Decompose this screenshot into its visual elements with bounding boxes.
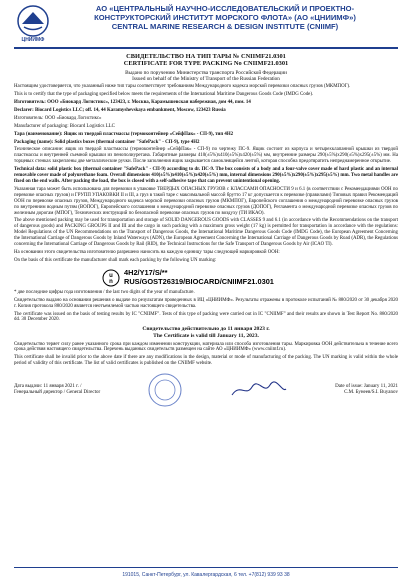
signature-icon: [230, 381, 288, 399]
header-divider: [14, 47, 398, 49]
position: Генеральный директор / General Director: [14, 390, 101, 396]
logo-text: ЦНИИМФ: [21, 37, 45, 42]
issued-ru: Свидетельство выдано на основании решения о выдаче по результатам проведенных в ИЦ «ЦНИИМФ». Результаты отражены в протоколе испытаний № 880/2020 от 30 декабря 2020 г. Копия протокола 880/2020 является неотъемлемой частью настоящего свидетельства.: [14, 297, 398, 309]
un-marking: [98, 268, 398, 288]
validity-en: The Certificate is valid till January 11, 2023.: [153, 332, 259, 339]
svg-text:u: u: [109, 272, 113, 279]
date-of-issue: Дата выдачи: 11 января 2021 г. /: [14, 384, 82, 390]
title-en: CERTIFICATE FOR TYPE PACKING No CNIIMF21.0301: [123, 60, 289, 68]
technical-description-ru: Техническое описание: ящик из твердой пластмассы (термоконтейнер «СейфПак» - CП-9) по чертежу ПС-9. Ящик состоит из корпуса и четырехклапанной крышки из твердой пластмассы и внутренней съемной крышки из пенополиуретана. Габаритные размеры 410(±5%)х410(±5%)х420(±5%) мм, внутренние размеры 290(±5%)х290(±5%)х295(±5%) мм. На торцевых стенках закреплены две металлические ручки. После заполнения ящик закрывается самоклеящейся лентой, которая способна предотвратить непреднамеренное открытие.: [14, 147, 398, 165]
intro-ru: Настоящим удостоверяется, что указанный ниже тип тары соответствует требованиям Международного кодекса морской перевозки опасных грузов (МКМПОГ).: [14, 84, 351, 90]
footer-address: 191015, Санкт-Петербург, ул. Кавалергардская, 6 тел. +7(812) 939 93 38: [122, 572, 290, 578]
org-line-3: CENTRAL MARINE RESEARCH & DESIGN INSTITUTE (CNIIMF): [111, 22, 339, 31]
issued-en: The certificate was issued on the basis of testing results by IC "CNIIMF". Tests of this type of packing were carried out in IC "CNIIMF" and their results are shown in Test Report No. 880/2020 dd. 30 December 2020.: [14, 311, 398, 323]
manufacturer2-ru: Изготовитель: ООО «Биокард Логистикс»: [14, 115, 102, 121]
packing-ru: Тара (наименование): Ящик из твердой пластмассы (термоконтейнер «СейфПак» - CП-9), тип 4Н2: [14, 131, 234, 137]
un-packaging-symbol-icon: [102, 269, 120, 287]
signature-row: [14, 372, 398, 408]
date-of-issue-en: Date of issue: January 11, 2021: [335, 384, 398, 390]
un-marking-line-2: RUS/GOST26319/BIOCARD/CNIIMF21.0301: [124, 276, 274, 286]
certificate-title: [14, 53, 398, 68]
cniimf-logo-icon: [14, 4, 52, 42]
note-ru: Свидетельство теряет силу ранее указанного срока при каждом изменении конструкции, материала или способа изготовления тары. Маркировка ООН действительна в течение всего срока действия настоящего свидетельства. Перечень выданных свидетельств размещен на сайте АО «ЦНИИМФ» (www.cniimf.ru).: [14, 341, 398, 353]
subtitle-en: Issued on behalf of the Ministry of Transport of the Russian Federation: [132, 76, 280, 83]
official-stamp-icon: [147, 372, 183, 408]
subtitle-ru: Выдано по поручению Министерства транспорта Российской Федерации: [125, 69, 287, 76]
org-line-2: КОНСТРУКТОРСКИЙ ИНСТИТУТ МОРСКОГО ФЛОТА» (АО «ЦНИИМФ»): [94, 13, 356, 22]
org-line-1: АО «ЦЕНТРАЛЬНЫЙ НАУЧНО-ИССЛЕДОВАТЕЛЬСКИЙ И ПРОЕКТНО-: [95, 4, 355, 13]
technical-description-en: Technical data: solid plastic box (thermal container "SafePack" - CП-9) according to dr. ПС-9. The box consists of a body and a four-valve cover made of hard plastic and an internal removable cover made of polyurethane foam. Overall dimensions 410(±5%)х410(±5%)х420(±5%) mm, internal dimensions 290(±5%)х290(±5%)х295(±5%) mm. Two metal handles are fixed on the end walls. After packing the load, the box is closed with a self-adhesive tape that can prevent unintentional opening.: [14, 167, 398, 184]
manufacturer-ru: Изготовитель: ООО «Биокард Логистикс», 123423, г. Москва, Карамышевская набережная, дом 44, пом. 14: [14, 100, 251, 106]
note-en: This certificate shall be invalid prior to the above date if there are any modifications in the design, material or mode of manufacturing of the packing. The UN marking is valid within the whole period of validity of this certificate. The list of valid certificates is published on the CNIIMF website.: [14, 355, 398, 367]
intro-en: This is to certify that the type of packaging specified below meets the requirements of the International Maritime Dangerous Goods Code (IMDG Code).: [14, 92, 314, 98]
validity: [14, 326, 398, 339]
marking-ru: На основании этого свидетельства изготовителю разрешено наносить на каждую единицу тары следующей маркировкой ООН:: [14, 249, 280, 255]
un-marking-line-1: 4H2/Y17/S/**: [124, 267, 168, 277]
header: [14, 4, 398, 44]
marking-en: On the basis of this certificate the manufacturer shall mark each packing by the following UN marking:: [14, 257, 217, 263]
usage-en: The above mentioned packing may be used for transportation and storage of SOLID DANGEROUS GOODS with CLASSES 9 and 6.1 (in accordance with the Recommendations on the transport of dangerous goods) and PACKING GROUPS II and III and the cargo in such packing with a maximum gross weight (17 kg) is permitted for transportation in accordance with the regulations: Model Regulations of the UN Recommendations on the Transport of Dangerous Goods, the International Maritime Dangerous Goods Code (IMDG Code), the European Agreement Concerning the International Carriage of Dangerous Goods by Inland Waterways (ADN), the European Agreement Concerning the International Carriage of Dangerous Goods by Road (ADR), the Regulations concerning the International Carriage of Dangerous Goods by Rail (RID), the Technical Instructions for the Safe Transport of Dangerous Goods by Air (ICAO TI).: [14, 218, 398, 248]
usage-ru: Указанная тара может быть использована для перевозки в упаковке ТВЕРДЫХ ОПАСНЫХ ГРУЗОВ с КЛАССАМИ ОПАСНОСТИ 9 и 6.1 (в соответствии с Рекомендациями ООН по перевозке опасных грузов) и ГРУПП УПАКОВКИ II и III, а груз в такой таре с максимальной массой брутто 17 кг допускается к перевозке (правилами) Типовых правил Рекомендаций ООН по перевозке опасных грузов, Международного кодекса морской перевозки опасных грузов (МКМПОГ), Европейского соглашения о международной перевозке опасных грузов по внутренним водным путям (ВОПОГ), Европейского соглашения о международной перевозке опасных грузов (ДОПОГ), Регламента о международной перевозке опасных грузов по железным дорогам (МПОГ), Технических инструкций по безопасной перевозке опасных грузов по воздуху (ТИ ИКАО).: [14, 186, 398, 216]
packing-en: Packaging (name): Solid plastics boxes (thermal container "SafePack" - CП-9), type 4H2: [14, 139, 200, 145]
manufacturer2-en: Manufacturer of packaging: Biocard Logistics LLC: [14, 123, 115, 129]
signatory-name: С.М. Бунеев/S.I. Buyanov: [344, 390, 398, 396]
organization-name: [52, 4, 398, 31]
validity-ru: Свидетельство действительно до 11 января 2023 г.: [142, 326, 270, 333]
footnote: * две последние цифры года изготовления / the last two digits of the year of manufacture.: [14, 289, 195, 295]
manufacturer-en: Declarer: Biocard Logistics LLC; off. 14, 44 Karamyshevskaya embankment, Moscow, 123423 Russia: [14, 107, 226, 113]
footer-divider: [14, 567, 398, 568]
certificate-subtitle: [14, 70, 398, 82]
svg-text:n: n: [109, 278, 113, 285]
title-ru: СВИДЕТЕЛЬСТВО НА ТИП ТАРЫ № CNIIMF21.0301: [126, 53, 286, 60]
